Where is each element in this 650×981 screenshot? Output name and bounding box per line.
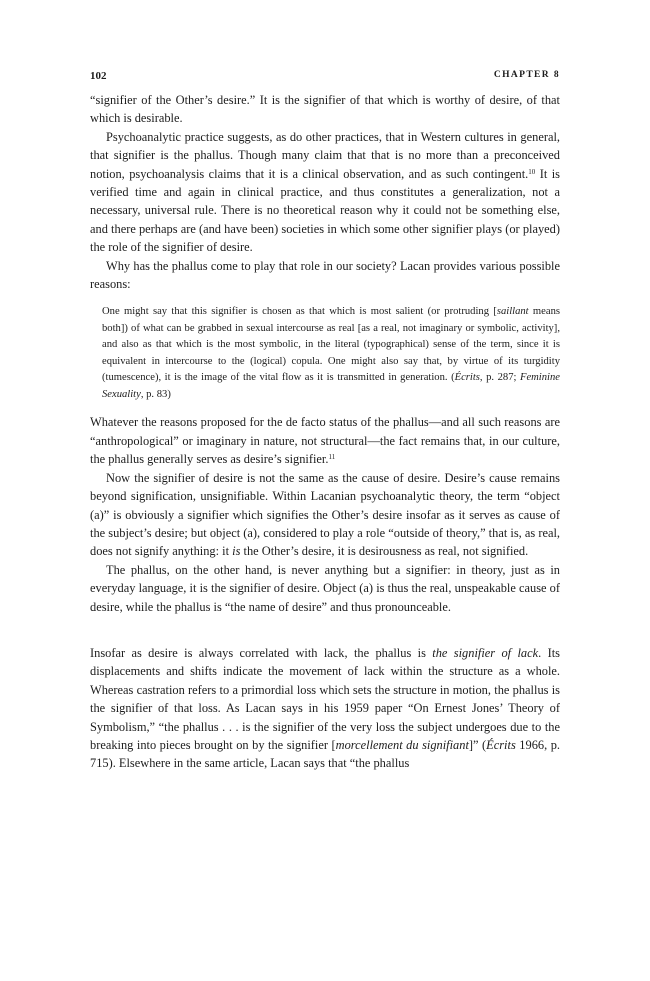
paragraph-7-text-3: ]” ( [468, 737, 487, 752]
block-quote [102, 304, 560, 403]
quote-italic-feminine-sexuality: Feminine Sexuality [102, 372, 560, 400]
footnote-ref-11: 11 [328, 453, 336, 462]
footnote-ref-10: 10 [528, 167, 536, 176]
paragraph-7-italic-signifier-of-lack: the signifier of lack [432, 645, 539, 660]
paragraph-2-text-a: Psychoanalytic practice suggests, as do other practices, that in Western cultures in general, that signifier is the phallus. Though many claim that that is no more than a preconceived notion, psychoanalysis claims that it is a clinical observation, and as such contingent. [90, 129, 560, 181]
chapter-title: CHAPTER 8 [493, 70, 560, 80]
paragraph-5-italic-is: is [232, 544, 241, 559]
paragraph-7-text-4: 1966, p. 715). Elsewhere in the same article, Lacan says that “the phallus [90, 737, 560, 771]
quote-italic-ecrits: Écrits [454, 372, 480, 384]
paragraph-7-text-1: Insofar as desire is always correlated with lack, the phallus is [90, 645, 433, 660]
paragraph-5-text-b: the Other’s desire, it is desirousness as real, not signified. [240, 544, 529, 559]
section-gap [90, 616, 560, 644]
paragraph-7-italic-ecrits: Écrits [486, 737, 516, 752]
paragraph-4 [90, 413, 560, 468]
paragraph-2-text-b: It is verified time and again in clinical practice, and thus constitutes a generalization, not a necessary, universal rule. There is no theoretical reason why it could not be something else, and there perhaps are (and have been) societies in which some other signifier plays (or played) the role of the signifier of desire. [90, 166, 561, 255]
running-header [90, 70, 560, 84]
quote-text-1: One might say that this signifier is chosen as that which is most salient (or protruding [ [102, 306, 497, 318]
page-body [90, 91, 560, 773]
quote-text-3: , p. 287; [479, 372, 520, 384]
paragraph-5 [90, 469, 560, 561]
quote-text-2: means both]) of what can be grabbed in sexual intercourse as real [as a real, not imaginary or symbolic, activity], and also as that which is the most symbolic, in the literal (typographical) sense of the term, since it is equivalent in intercourse to the (logical) copula. One might also say that, by virtue of its turgidity (tumescence), it is the image of the vital flow as it is transmitted in generation. ( [102, 306, 560, 384]
paragraph-5-text-a: Now the signifier of desire is not the same as the cause of desire. Desire’s cause remains beyond signification, unsignifiable. Within Lacanian psychoanalytic theory, the term “object (a)” is obviously a signifier which signifies the Other’s desire insofar as it serves as cause of the subject’s desire; but object (a), considered to play a role “outside of theory,” that is, as real, does not signify anything: it [90, 470, 560, 559]
quote-text-4: , p. 83) [140, 388, 171, 400]
paragraph-6: The phallus, on the other hand, is never anything but a signifier: in theory, just as in everyday language, it is the signifier of desire. Object (a) is thus the real, unspeakable cause of desire, while the phallus is “the name of desire” and thus pronounceable. [90, 562, 560, 614]
paragraph-1: “signifier of the Other’s desire.” It is the signifier of that which is worthy of desire, of that which is desirable. [90, 93, 560, 126]
paragraph-7-italic-morcellement: morcellement du signifiant [335, 737, 469, 752]
quote-italic-saillant: saillant [496, 306, 529, 318]
paragraph-3: Why has the phallus come to play that role in our society? Lacan provides various possible reasons: [90, 258, 560, 292]
page-number: 102 [90, 70, 107, 82]
paragraph-2 [90, 128, 560, 257]
paragraph-7-text-2: . Its displacements and shifts indicate the movement of lack within the structure as a whole. Whereas castration refers to a primordial loss which sets the structure in motion, the phallus is the signifier of that loss. As Lacan says in his 1959 paper “On Ernest Jones’ Theory of Symbolism,” “the phallus . . . is the signifier of the very loss the subject undergoes due to the breaking into pieces brought on by the signifier [ [90, 645, 560, 752]
paragraph-7 [90, 644, 560, 773]
paragraph-4-text: Whatever the reasons proposed for the de facto status of the phallus—and all such reasons are “anthropological” or imaginary in nature, not structural—the fact remains that, in our culture, the phallus generally serves as desire’s signifier. [90, 415, 560, 467]
